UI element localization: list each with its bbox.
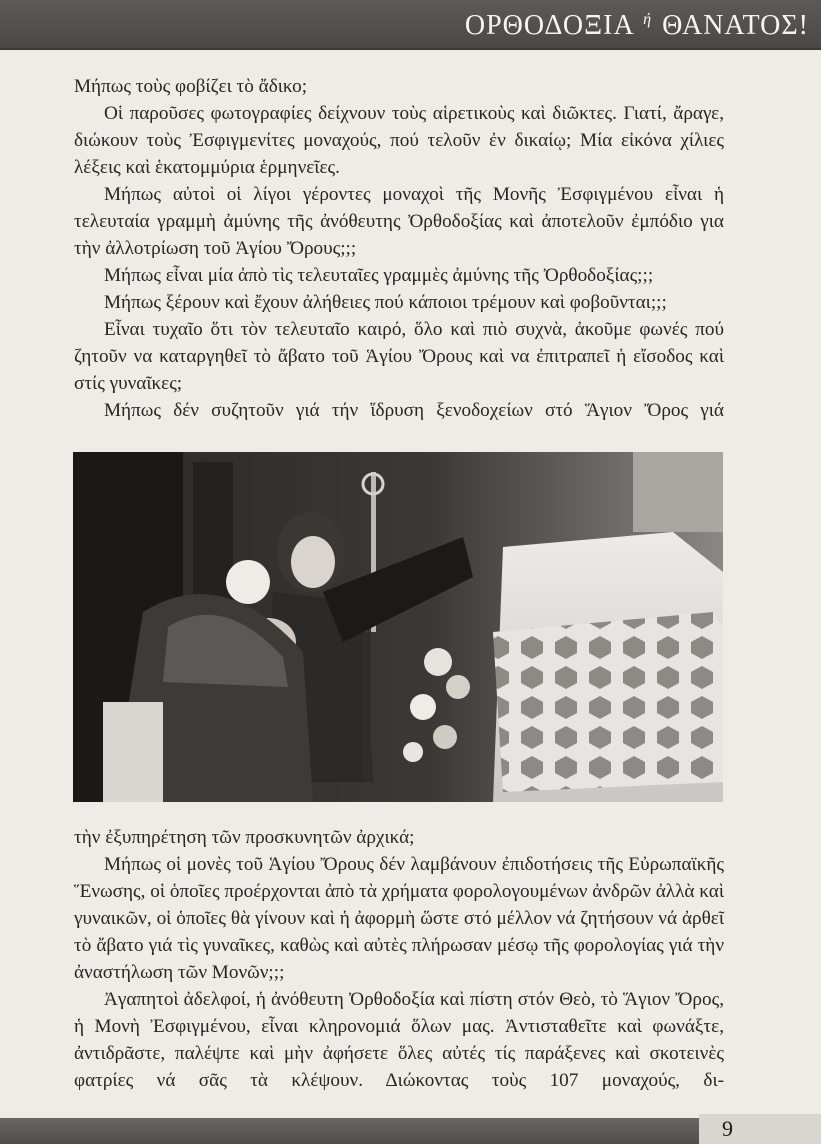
footer-band [0,1118,821,1144]
photo-illustration [73,452,723,802]
paragraph: Μήπως οἱ μονὲς τοῦ Ἁγίου Ὄρους δέν λαμβάνουν ἐπιδοτήσεις τῆς Εὐρωπαϊκῆς Ἕνωσης, οἱ ὁποῖες προέρχονται ἀπὸ τὰ χρήματα φορολογουμένων ἀνδρῶν ἀλλὰ καὶ γυναικῶν, οἱ ὁποῖες θὰ γίνουν καὶ ἡ ἀφορμὴ ὥστε στό μέλλον νά ζητήσουν νά ἀρθεῖ τὸ ἄβατο γιά τὶς γυναῖκες, καθὼς καὶ αὐτὲς πλήρωσαν μέσῳ τῆς φορολογίας γιά τὴν ἀναστήλωση τῶν Μονῶν;;; [74,854,724,983]
page-header-title [465,10,809,42]
paragraph: Μήπως εἶναι μία ἀπὸ τὶς τελευταῖες γραμμὲς ἀμύνης τῆς Ὀρθοδοξίας;;; [104,265,654,286]
header-title-right: ΘΑΝΑΤΟΣ! [662,10,809,41]
paragraph: Μήπως τοὺς φοβίζει τὸ ἄδικο; [74,76,308,97]
photo-pope-and-patriarch [73,452,723,802]
paragraph: Μήπως ξέρουν καὶ ἔχουν ἀλήθειες πού κάποιοι τρέμουν καὶ φοβοῦνται;;; [104,292,667,313]
header-band [0,0,821,50]
text-block-top [74,73,724,424]
paragraph: Μήπως αὐτοὶ οἱ λίγοι γέροντες μοναχοὶ τῆς Μονῆς Ἐσφιγμένου εἶναι ἡ τελευταία γραμμὴ ἀμύνης τῆς ἀνόθευτης Ὀρθοδοξίας καὶ ἀποτελοῦν ἐμπόδιο για τὴν ἀλλοτρίωση τοῦ Ἁγίου Ὄρους;;; [74,184,724,259]
paragraph: Μήπως δέν συζητοῦν γιά τήν ἵδρυση ξενοδοχείων στό Ἅγιον Ὄρος γιά [104,400,724,421]
header-title-left: ΟΡΘΟΔΟΞΙΑ [464,10,634,41]
page-number-box [699,1114,821,1144]
page-number: 9 [722,1116,733,1141]
paragraph: Οἱ παροῦσες φωτογραφίες δείχνουν τοὺς αἱρετικοὺς καὶ διῶκτες. Γιατί, ἄραγε, διώκουν τοὺς Ἐσφιγμενίτες μοναχούς, πού τελοῦν ἐν δικαίῳ; Μία εἰκόνα χίλιες λέξεις καὶ ἑκατομμύρια ἑρμηνεῖες. [74,103,724,178]
paragraph: Ἀγαπητοὶ ἀδελφοί, ἡ ἀνόθευτη Ὀρθοδοξία καὶ πίστη στόν Θεὸ, τὸ Ἅγιον Ὄρος, ἡ Μονὴ Ἐσφιγμένου, εἶναι κληρονομιά ὅλων μας. Ἀντισταθεῖτε καὶ φωνάξτε, ἀντιδρᾶστε, παλέψτε καὶ μὴν ἀφήσετε ὅλες αὐτές τίς παράξενες καὶ σκοτεινὲς φατρίες νά σᾶς τὰ κλέψουν. Διώκοντας τοὺς 107 μοναχούς, δι- [74,989,724,1091]
paragraph: τὴν ἐξυπηρέτηση τῶν προσκυνητῶν ἀρχικά; [74,827,415,848]
text-block-bottom [74,824,724,1094]
paragraph: Εἶναι τυχαῖο ὅτι τὸν τελευταῖο καιρό, ὅλο καὶ πιὸ συχνὰ, ἀκοῦμε φωνές πού ζητοῦν να καταργηθεῖ τὸ ἄβατο τοῦ Ἁγίου Ὄρους καὶ να ἐπιτραπεῖ ἡ εἴσοδος καὶ στίς γυναῖκες; [74,319,724,394]
header-title-separator: ή [643,10,653,28]
